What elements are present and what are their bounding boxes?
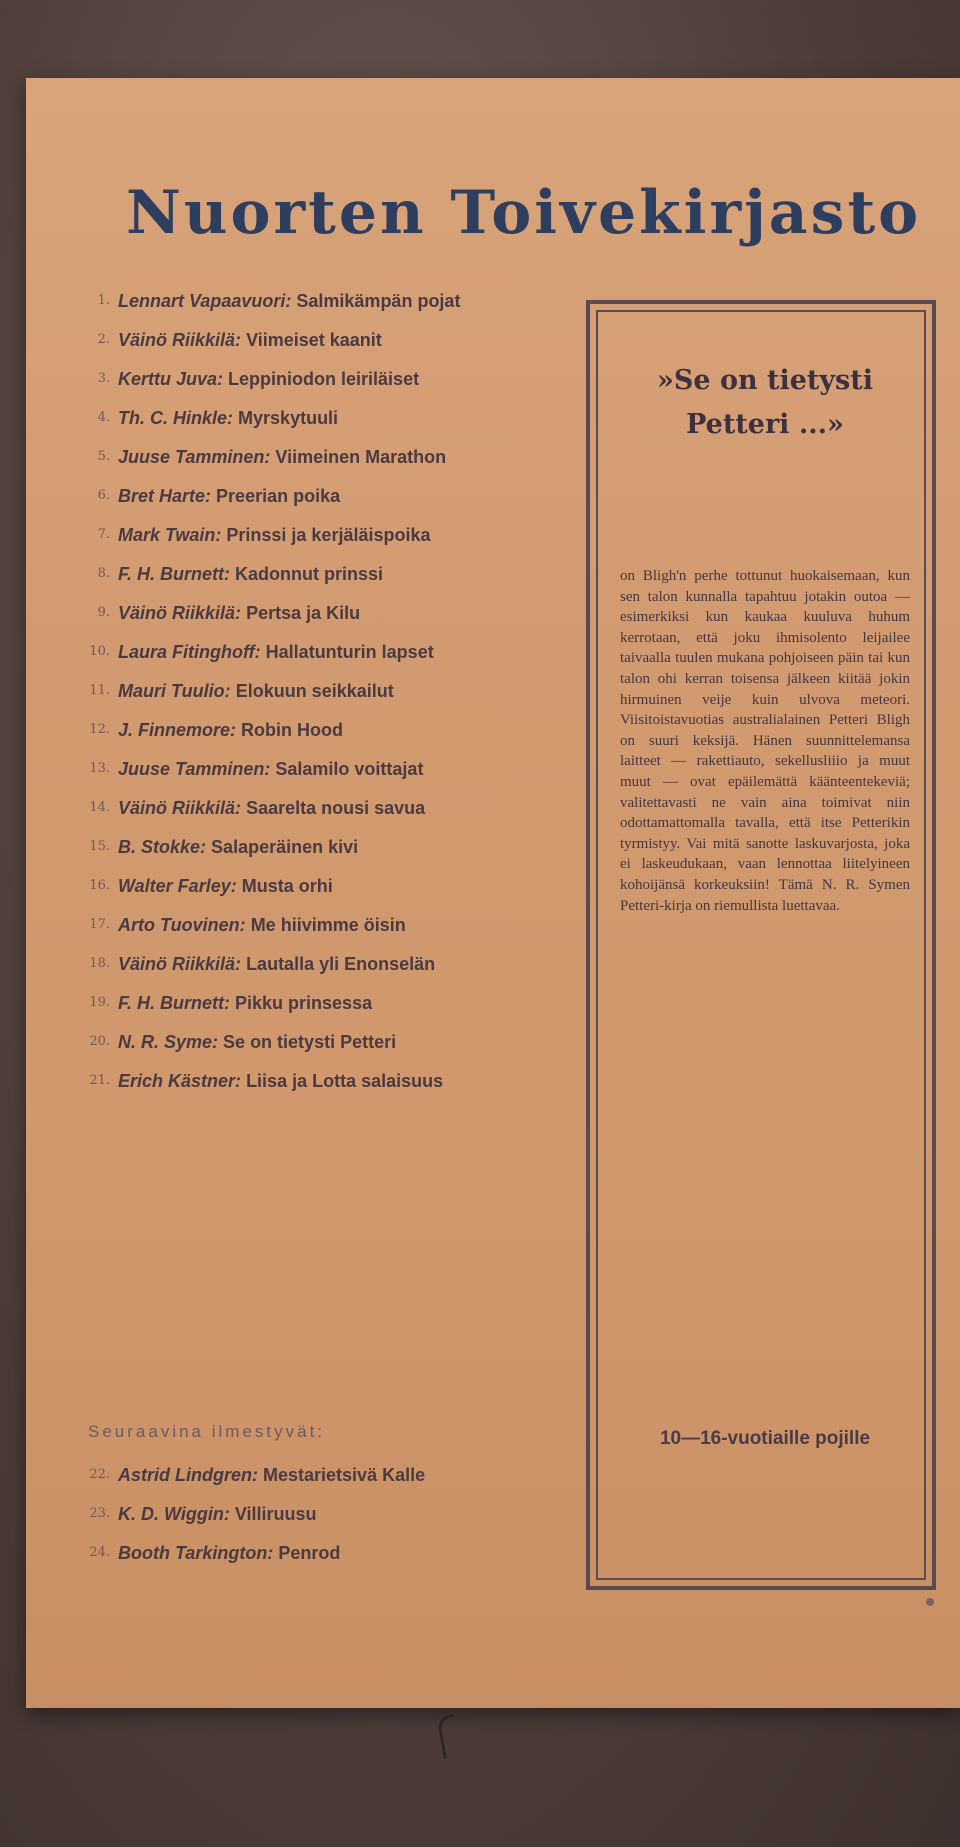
book-title: Preerian poika: [216, 486, 341, 506]
book-number: 4.: [97, 410, 110, 425]
book-title: Penrod: [278, 1543, 341, 1563]
book-entry: [76, 680, 596, 702]
book-entry: [76, 914, 596, 936]
book-title: Prinssi ja kerjäläispoika: [226, 525, 431, 545]
book-text: [118, 875, 596, 897]
book-number: 8.: [97, 566, 110, 581]
book-author: Booth Tarkington:: [118, 1543, 274, 1563]
book-title: Salamilo voittajat: [275, 759, 424, 779]
upcoming-heading: Seuraavina ilmestyvät:: [88, 1422, 326, 1441]
book-title: Robin Hood: [241, 720, 344, 740]
book-title: Leppiniodon leiriläiset: [228, 369, 420, 389]
book-entry: [76, 797, 596, 819]
book-text: [118, 602, 596, 624]
book-author: Walter Farley:: [118, 876, 237, 896]
book-number: 5.: [97, 449, 110, 464]
book-text: [118, 329, 596, 351]
book-text: [118, 1031, 596, 1053]
book-number: 9.: [97, 605, 110, 620]
book-author: Juuse Tamminen:: [118, 447, 271, 467]
book-author: Erich Kästner:: [118, 1071, 242, 1091]
book-number: 21.: [89, 1073, 110, 1088]
series-title: Nuorten Toivekirjasto: [126, 178, 922, 248]
book-author: Mark Twain:: [118, 525, 222, 545]
book-text: [118, 1070, 596, 1092]
book-title: Kadonnut prinssi: [235, 564, 384, 584]
book-entry: [76, 368, 596, 390]
book-text: [118, 719, 596, 741]
book-entry: [76, 407, 596, 429]
book-number: 18.: [89, 956, 110, 971]
book-entry: [76, 563, 596, 585]
ad-age-group: 10—16-vuotiaille pojille: [659, 1428, 871, 1449]
book-title: Pertsa ja Kilu: [246, 603, 361, 623]
book-number: 15.: [89, 839, 110, 854]
book-title: Myrskytuuli: [238, 408, 339, 428]
book-author: Väinö Riikkilä:: [118, 603, 242, 623]
book-entry: [76, 758, 596, 780]
book-text: [118, 407, 596, 429]
book-text: [118, 953, 596, 975]
book-author: Väinö Riikkilä:: [118, 954, 242, 974]
book-author: Lennart Vapaavuori:: [118, 291, 292, 311]
book-entry: [76, 1464, 596, 1486]
book-title: Mestarietsivä Kalle: [263, 1465, 426, 1485]
upcoming-book-list: [76, 1464, 596, 1581]
book-entry: [76, 1503, 596, 1525]
book-title: Salmikämpän pojat: [296, 291, 461, 311]
book-title: Musta orhi: [241, 876, 333, 896]
book-entry: [76, 1542, 596, 1564]
book-author: Väinö Riikkilä:: [118, 330, 242, 350]
book-text: [118, 1542, 596, 1564]
book-number: 13.: [89, 761, 110, 776]
book-entry: [76, 290, 596, 312]
book-author: Th. C. Hinkle:: [118, 408, 234, 428]
ad-headline: »Se on tietysti Petteri ...»: [657, 365, 873, 440]
book-text: [118, 485, 596, 507]
book-back-cover: [26, 78, 960, 1708]
book-text: [118, 992, 596, 1014]
book-number: 19.: [89, 995, 110, 1010]
book-number: 6.: [97, 488, 110, 503]
book-title: Villiruusu: [234, 1504, 317, 1524]
book-entry: [76, 524, 596, 546]
book-title: Salaperäinen kivi: [211, 837, 359, 857]
book-number: 12.: [89, 722, 110, 737]
book-entry: [76, 992, 596, 1014]
book-number: 3.: [97, 371, 110, 386]
book-title: Elokuun seikkailut: [235, 681, 394, 701]
book-number: 20.: [89, 1034, 110, 1049]
book-title: Lautalla yli Enonselän: [246, 954, 436, 974]
book-entry: [76, 953, 596, 975]
book-number: 24.: [89, 1545, 110, 1560]
book-number: 14.: [89, 800, 110, 815]
book-author: Juuse Tamminen:: [118, 759, 271, 779]
book-author: Väinö Riikkilä:: [118, 798, 242, 818]
book-author: Mauri Tuulio:: [118, 681, 231, 701]
print-dot: [926, 1598, 934, 1606]
book-number: 10.: [89, 644, 110, 659]
book-text: [118, 1503, 596, 1525]
book-author: F. H. Burnett:: [118, 993, 230, 1013]
book-list: [76, 290, 596, 1109]
book-text: [118, 446, 596, 468]
book-entry: [76, 329, 596, 351]
book-author: Astrid Lindgren:: [118, 1465, 258, 1485]
book-entry: [76, 446, 596, 468]
book-entry: [76, 1070, 596, 1092]
book-entry: [76, 602, 596, 624]
book-entry: [76, 1031, 596, 1053]
book-text: [118, 641, 596, 663]
book-text: [118, 914, 596, 936]
book-text: [118, 563, 596, 585]
book-number: 22.: [89, 1467, 110, 1482]
book-title: Viimeinen Marathon: [275, 447, 447, 467]
book-author: F. H. Burnett:: [118, 564, 230, 584]
book-title: Viimeiset kaanit: [246, 330, 382, 350]
book-entry: [76, 836, 596, 858]
book-number: 23.: [89, 1506, 110, 1521]
book-author: Arto Tuovinen:: [118, 915, 246, 935]
book-number: 2.: [97, 332, 110, 347]
book-text: [118, 1464, 596, 1486]
book-number: 11.: [89, 683, 110, 698]
book-entry: [76, 485, 596, 507]
book-text: [118, 836, 596, 858]
book-title: Saarelta nousi savua: [246, 798, 426, 818]
book-text: [118, 368, 596, 390]
ad-body-text: on Bligh'n perhe tottunut huokaisemaan, kun sen talon kunnalla tapahtuu jotakin outoa — esimerkiksi kun kaukaa kuuluva huhum kerrotaan, että joku ihmisolento leijailee taivaalla tuulen mukana pohjoiseen päin tai kun talon ohi kerran toisensa jälkeen kiitää jokin hirmuinen veije kuin ulvova meteori. Viisitoistavuotias australialainen Petteri Bligh on suuri keksijä. Hänen suunnittelemansa laitteet — rakettiauto, sekellusliiio ja muut muut — ovat epäilemättä käänteentekeviä; valitettavasti ne vain aina toimivat niin odottamattomalla tavalla, että itse Petterikin tyrmistyy. Vai mitä sanotte laskuvarjosta, joka ei laskeudukaan, vaan lennottaa liitelyineen kohoijänsä korkeuksiin! Tämä N. R. Symen Petteri-kirja on riemullista luettavaa.: [620, 568, 910, 914]
book-entry: [76, 875, 596, 897]
book-title: Se on tietysti Petteri: [223, 1032, 397, 1052]
clip-hook: [436, 1714, 460, 1759]
advertisement-box: [586, 300, 936, 1590]
book-entry: [76, 641, 596, 663]
book-text: [118, 758, 596, 780]
book-title: Liisa ja Lotta salaisuus: [246, 1071, 444, 1091]
book-author: Bret Harte:: [118, 486, 212, 506]
book-number: 17.: [89, 917, 110, 932]
book-author: N. R. Syme:: [118, 1032, 219, 1052]
book-text: [118, 680, 596, 702]
book-number: 1.: [97, 293, 110, 308]
book-author: J. Finnemore:: [118, 720, 237, 740]
book-text: [118, 797, 596, 819]
book-number: 7.: [97, 527, 110, 542]
book-author: Laura Fitinghoff:: [118, 642, 261, 662]
book-author: Kerttu Juva:: [118, 369, 224, 389]
book-number: 16.: [89, 878, 110, 893]
book-text: [118, 290, 596, 312]
book-text: [118, 524, 596, 546]
book-author: B. Stokke:: [118, 837, 207, 857]
book-title: Hallatunturin lapset: [265, 642, 434, 662]
book-entry: [76, 719, 596, 741]
book-author: K. D. Wiggin:: [118, 1504, 230, 1524]
book-title: Pikku prinsessa: [235, 993, 373, 1013]
book-title: Me hiivimme öisin: [250, 915, 406, 935]
